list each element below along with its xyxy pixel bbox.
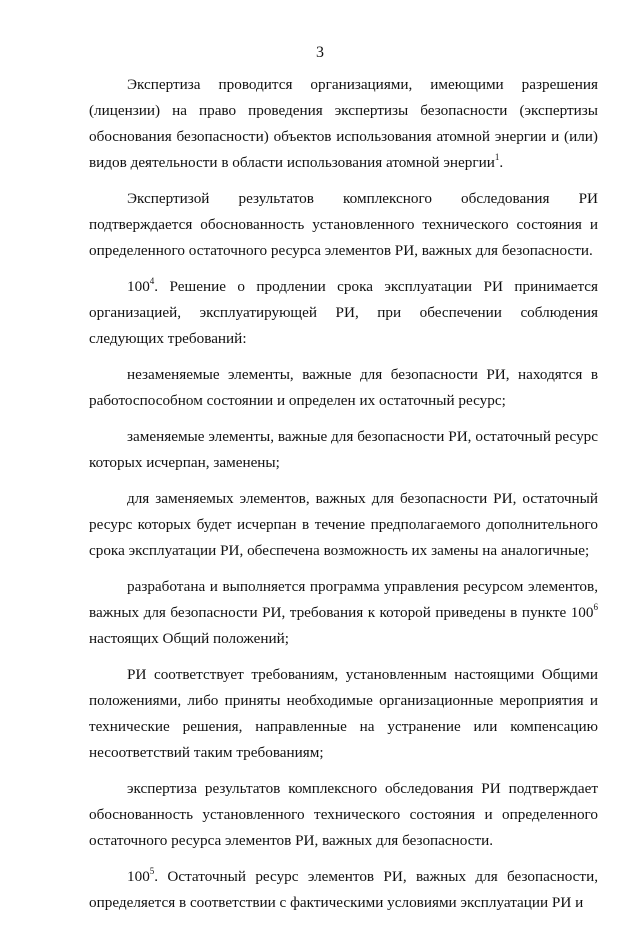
document-body [89,72,598,926]
paragraph-expertise-results: Экспертизой результатов комплексного обследования РИ подтверждается обоснованность установленного технического состояния и определенного остаточного ресурса элементов РИ, важных для безопасности. [89,190,598,259]
list-item-non-replaceable: незаменяемые элементы, важные для безопасности РИ, находятся в работоспособном состоянии и определен их остаточный ресурс; [89,366,598,409]
clause-superscript: 5 [149,865,155,876]
list-item-expertise-confirms: экспертиза результатов комплексного обследования РИ подтверждает обоснованность установленного технического состояния и определенного остаточного ресурса элементов РИ, важных для безопасности. [89,780,598,849]
paragraph-expertise-organizations: Экспертиза проводится организациями, имеющими разрешения (лицензии) на право проведения экспертизы безопасности (экспертизы обоснования безопасности) объектов использования атомной энергии и (или) видов деятельности в области использования атомной энергии$^1$. [89,76,598,171]
list-item-replaceable: заменяемые элементы, важные для безопасности РИ, остаточный ресурс которых исчерпан, заменены; [89,428,598,471]
list-item-replaceable-future: для заменяемых элементов, важных для безопасности РИ, остаточный ресурс которых будет исчерпан в течение предполагаемого дополнительного срока эксплуатации РИ, обеспечена возможность их замены на аналогичные; [89,490,598,559]
paragraph-clause-100-5: $100^5$. Остаточный ресурс элементов РИ, важных для безопасности, определяется в соответствии с фактическими условиями эксплуатации РИ и [89,865,598,911]
paragraph-clause-100-4: $100^4$. Решение о продлении срока эксплуатации РИ принимается организацией, эксплуатирующей РИ, при обеспечении соблюдения следующих требований: [89,275,598,347]
clause-superscript: 4 [149,275,155,286]
clause-superscript: 6 [593,601,598,612]
list-item-compliance: РИ соответствует требованиям, установленным настоящими Общими положениями, либо приняты необходимые организационные мероприятия и технические решения, направленные на устранение или компенсацию несоответствий таким требованиям; [89,666,598,761]
list-item-resource-program: разработана и выполняется программа управления ресурсом элементов, важных для безопасности РИ, требования к которой приведены в пункте $100^6$ настоящих Общий положений; [89,578,598,647]
footnote-ref: 1 [494,151,500,162]
page-number: 3 [316,44,324,61]
